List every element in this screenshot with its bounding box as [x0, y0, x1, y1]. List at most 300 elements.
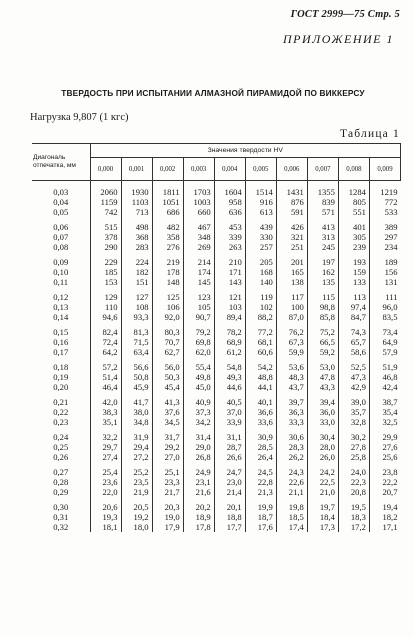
hardness-cell: 182: [121, 267, 152, 277]
hardness-cell: 98,8: [307, 302, 338, 312]
hardness-cell: 224: [121, 252, 152, 267]
table-row: [32, 477, 401, 487]
diagonal-cell: 0,29: [53, 487, 69, 497]
hardness-cell: 28,0: [307, 442, 338, 452]
column-header: 0,003: [183, 158, 214, 181]
table-row: [32, 267, 401, 277]
hardness-table: [32, 143, 401, 532]
hardness-cell: 25,8: [338, 452, 369, 462]
hardness-cell: 20,8: [338, 487, 369, 497]
hardness-cell: 87,0: [276, 312, 307, 322]
hardness-cell: 498: [121, 217, 152, 232]
hardness-cell: 18,7: [245, 512, 276, 522]
hardness-cell: 56,6: [121, 357, 152, 372]
hardness-cell: 348: [183, 232, 214, 242]
diagonal-cell: 0,18: [53, 362, 69, 372]
hardness-cell: 713: [121, 207, 152, 217]
table-row: [32, 512, 401, 522]
table-row: [32, 302, 401, 312]
hardness-cell: 57,2: [90, 357, 121, 372]
table-row: [32, 357, 401, 372]
hardness-cell: 591: [276, 207, 307, 217]
hardness-cell: 80,3: [152, 322, 183, 337]
hardness-cell: 18,5: [276, 512, 307, 522]
hardness-cell: 189: [369, 252, 400, 267]
hardness-cell: 18,4: [307, 512, 338, 522]
hardness-cell: 34,5: [152, 417, 183, 427]
diagonal-cell: 0,14: [53, 312, 69, 322]
diagonal-cell: 0,30: [53, 502, 69, 512]
hardness-cell: 368: [121, 232, 152, 242]
hardness-cell: 1703: [183, 181, 214, 198]
column-header: 0,005: [245, 158, 276, 181]
hardness-cell: 64,9: [369, 337, 400, 347]
hardness-cell: 37,6: [152, 407, 183, 417]
hardness-cell: 22,0: [90, 487, 121, 497]
hardness-cell: 686: [152, 207, 183, 217]
hardness-cell: 75,2: [307, 322, 338, 337]
hardness-cell: 24,0: [338, 462, 369, 477]
hardness-cell: 45,9: [121, 382, 152, 392]
hardness-cell: 121: [214, 287, 245, 302]
hardness-cell: 28,3: [276, 442, 307, 452]
table-row: [32, 277, 401, 287]
hardness-cell: 65,7: [338, 337, 369, 347]
hardness-cell: 171: [214, 267, 245, 277]
hardness-cell: 58,6: [338, 347, 369, 357]
hardness-cell: 33,6: [245, 417, 276, 427]
hardness-cell: 45,4: [152, 382, 183, 392]
hardness-cell: 97,4: [338, 302, 369, 312]
hardness-cell: 19,4: [369, 497, 400, 512]
hardness-cell: 19,8: [276, 497, 307, 512]
table-row: [32, 197, 401, 207]
hardness-cell: 876: [276, 197, 307, 207]
hardness-cell: 63,4: [121, 347, 152, 357]
hardness-cell: 1159: [90, 197, 121, 207]
table-row: [32, 347, 401, 357]
hardness-cell: 23,5: [121, 477, 152, 487]
hardness-cell: 1051: [152, 197, 183, 207]
hardness-cell: 17,3: [307, 522, 338, 532]
hardness-cell: 57,9: [369, 347, 400, 357]
table-row: [32, 252, 401, 267]
table-row: [32, 442, 401, 452]
hardness-cell: 17,9: [152, 522, 183, 532]
hardness-cell: 47,8: [307, 372, 338, 382]
hardness-cell: 18,0: [121, 522, 152, 532]
hardness-cell: 106: [152, 302, 183, 312]
hardness-cell: 78,2: [214, 322, 245, 337]
hardness-cell: 23,3: [152, 477, 183, 487]
hardness-cell: 839: [307, 197, 338, 207]
hardness-cell: 79,2: [183, 322, 214, 337]
hardness-cell: 30,6: [276, 427, 307, 442]
hardness-cell: 145: [183, 277, 214, 287]
diagonal-cell: 0,25: [53, 442, 69, 452]
hardness-cell: 22,8: [245, 477, 276, 487]
hardness-cell: 40,1: [245, 392, 276, 407]
hardness-cell: 102: [245, 302, 276, 312]
hardness-cell: 24,2: [307, 462, 338, 477]
hardness-cell: 117: [276, 287, 307, 302]
column-header: 0,004: [214, 158, 245, 181]
hardness-cell: 105: [183, 302, 214, 312]
hardness-cell: 143: [214, 277, 245, 287]
hardness-cell: 313: [307, 232, 338, 242]
hardness-cell: 89,4: [214, 312, 245, 322]
hardness-cell: 18,2: [369, 512, 400, 522]
hardness-cell: 453: [214, 217, 245, 232]
hardness-cell: 51,4: [90, 372, 121, 382]
hardness-cell: 119: [245, 287, 276, 302]
hardness-cell: 426: [276, 217, 307, 232]
hardness-cell: 1811: [152, 181, 183, 198]
diagonal-cell: 0,21: [53, 397, 69, 407]
diagonal-cell: 0,13: [53, 302, 69, 312]
hardness-cell: 23,6: [90, 477, 121, 487]
hardness-cell: 27,2: [121, 452, 152, 462]
hardness-values-header: Значения твердости HV: [90, 144, 401, 158]
hardness-cell: 27,4: [90, 452, 121, 462]
hardness-cell: 330: [245, 232, 276, 242]
hardness-cell: 67,3: [276, 337, 307, 347]
hardness-cell: 17,2: [338, 522, 369, 532]
hardness-cell: 26,6: [214, 452, 245, 462]
diagonal-cell: 0,04: [53, 197, 69, 207]
column-header: 0,007: [307, 158, 338, 181]
diagonal-cell: 0,06: [53, 222, 69, 232]
diagonal-cell: 0,10: [53, 267, 69, 277]
hardness-cell: 40,9: [183, 392, 214, 407]
hardness-cell: 44,6: [214, 382, 245, 392]
load-caption: Нагрузка 9,807 (1 кгс): [30, 112, 129, 123]
hardness-cell: 21,3: [245, 487, 276, 497]
hardness-cell: 62,7: [152, 347, 183, 357]
hardness-cell: 94,6: [90, 312, 121, 322]
hardness-cell: 162: [307, 267, 338, 277]
hardness-cell: 276: [152, 242, 183, 252]
hardness-cell: 38,3: [90, 407, 121, 417]
hardness-cell: 17,7: [214, 522, 245, 532]
hardness-cell: 39,7: [276, 392, 307, 407]
hardness-cell: 153: [90, 277, 121, 287]
hardness-cell: 25,2: [121, 462, 152, 477]
hardness-cell: 111: [369, 287, 400, 302]
hardness-cell: 21,9: [121, 487, 152, 497]
hardness-cell: 229: [90, 252, 121, 267]
table-label: Таблица 1: [340, 128, 400, 140]
hardness-cell: 290: [90, 242, 121, 252]
hardness-cell: 62,0: [183, 347, 214, 357]
hardness-cell: 138: [276, 277, 307, 287]
hardness-cell: 54,2: [245, 357, 276, 372]
hardness-cell: 47,3: [338, 372, 369, 382]
table-row: [32, 452, 401, 462]
hardness-cell: 23,8: [369, 462, 400, 477]
column-header: 0,000: [90, 158, 121, 181]
hardness-cell: 88,2: [245, 312, 276, 322]
hardness-cell: 43,7: [276, 382, 307, 392]
hardness-cell: 19,0: [152, 512, 183, 522]
table-row: [32, 487, 401, 497]
hardness-cell: 44,1: [245, 382, 276, 392]
hardness-cell: 148: [152, 277, 183, 287]
hardness-cell: 21,7: [152, 487, 183, 497]
page-title: ТВЕРДОСТЬ ПРИ ИСПЫТАНИИ АЛМАЗНОЙ ПИРАМИДОЙ ПО ВИККЕРСУ: [61, 88, 365, 98]
table-row: [32, 382, 401, 392]
hardness-cell: 20,5: [121, 497, 152, 512]
hardness-cell: 19,7: [307, 497, 338, 512]
hardness-cell: 72,4: [90, 337, 121, 347]
hardness-cell: 25,6: [369, 452, 400, 462]
hardness-cell: 413: [307, 217, 338, 232]
column-header: 0,006: [276, 158, 307, 181]
hardness-cell: 916: [245, 197, 276, 207]
hardness-cell: 17,8: [183, 522, 214, 532]
hardness-cell: 571: [307, 207, 338, 217]
hardness-cell: 49,8: [183, 372, 214, 382]
hardness-cell: 283: [121, 242, 152, 252]
hardness-cell: 26,4: [245, 452, 276, 462]
column-header: 0,008: [338, 158, 369, 181]
hardness-cell: 156: [369, 267, 400, 277]
hardness-cell: 613: [245, 207, 276, 217]
hardness-cell: 19,9: [245, 497, 276, 512]
hardness-cell: 401: [338, 217, 369, 232]
hardness-cell: 23,0: [214, 477, 245, 487]
hardness-cell: 83,5: [369, 312, 400, 322]
hardness-cell: 28,5: [245, 442, 276, 452]
diagonal-cell: 0,27: [53, 467, 69, 477]
hardness-cell: 358: [152, 232, 183, 242]
hardness-cell: 18,1: [90, 522, 121, 532]
hardness-cell: 17,6: [245, 522, 276, 532]
hardness-cell: 54,8: [214, 357, 245, 372]
column-header: 0,002: [152, 158, 183, 181]
hardness-cell: 77,2: [245, 322, 276, 337]
diagonal-header: [32, 144, 90, 181]
diagonal-cell: 0,11: [53, 277, 69, 287]
hardness-cell: 263: [214, 242, 245, 252]
hardness-cell: 636: [214, 207, 245, 217]
hardness-cell: 35,4: [369, 407, 400, 417]
hardness-cell: 123: [183, 287, 214, 302]
hardness-cell: 127: [121, 287, 152, 302]
hardness-cell: 193: [338, 252, 369, 267]
hardness-cell: 41,7: [121, 392, 152, 407]
hardness-cell: 19,5: [338, 497, 369, 512]
diagonal-cell: 0,23: [53, 417, 69, 427]
hardness-cell: 174: [183, 267, 214, 277]
table-row: [32, 462, 401, 477]
hardness-cell: 22,3: [338, 477, 369, 487]
hardness-cell: 113: [338, 287, 369, 302]
hardness-cell: 41,3: [152, 392, 183, 407]
hardness-cell: 339: [214, 232, 245, 242]
hardness-cell: 19,3: [90, 512, 121, 522]
diagonal-cell: 0,07: [53, 232, 69, 242]
hardness-cell: 159: [338, 267, 369, 277]
table-row: [32, 232, 401, 242]
hardness-cell: 42,9: [338, 382, 369, 392]
hardness-cell: 305: [338, 232, 369, 242]
hardness-cell: 201: [276, 252, 307, 267]
table-row: [32, 287, 401, 302]
hardness-cell: 24,5: [245, 462, 276, 477]
hardness-cell: 110: [90, 302, 121, 312]
hardness-cell: 297: [369, 232, 400, 242]
diagonal-cell: 0,24: [53, 432, 69, 442]
hardness-cell: 168: [245, 267, 276, 277]
hardness-cell: 31,7: [152, 427, 183, 442]
hardness-cell: 482: [152, 217, 183, 232]
hardness-cell: 1284: [338, 181, 369, 198]
hardness-cell: 234: [369, 242, 400, 252]
hardness-cell: 103: [214, 302, 245, 312]
hardness-cell: 70,7: [152, 337, 183, 347]
hardness-cell: 32,2: [90, 427, 121, 442]
table-row: [32, 497, 401, 512]
hardness-cell: 24,7: [214, 462, 245, 477]
hardness-cell: 1219: [369, 181, 400, 198]
hardness-cell: 140: [245, 277, 276, 287]
hardness-cell: 21,4: [214, 487, 245, 497]
hardness-cell: 239: [338, 242, 369, 252]
hardness-cell: 378: [90, 232, 121, 242]
hardness-cell: 533: [369, 207, 400, 217]
hardness-cell: 48,8: [245, 372, 276, 382]
hardness-cell: 69,8: [183, 337, 214, 347]
hardness-cell: 660: [183, 207, 214, 217]
hardness-cell: 90,7: [183, 312, 214, 322]
diagonal-cell: 0,03: [53, 187, 69, 197]
diagonal-header-line2: отпечатка, мм: [33, 162, 76, 169]
hardness-cell: 30,9: [245, 427, 276, 442]
hardness-cell: 29,2: [152, 442, 183, 452]
hardness-cell: 53,0: [307, 357, 338, 372]
hardness-cell: 25,4: [90, 462, 121, 477]
hardness-cell: 51,9: [369, 357, 400, 372]
diagonal-cell: 0,09: [53, 257, 69, 267]
hardness-cell: 1431: [276, 181, 307, 198]
hardness-cell: 39,4: [307, 392, 338, 407]
hardness-cell: 26,2: [276, 452, 307, 462]
hardness-cell: 133: [338, 277, 369, 287]
hardness-cell: 22,6: [276, 477, 307, 487]
table-row: [32, 181, 401, 198]
hardness-cell: 71,5: [121, 337, 152, 347]
hardness-cell: 24,3: [276, 462, 307, 477]
hardness-cell: 74,3: [338, 322, 369, 337]
table-row: [32, 522, 401, 532]
hardness-cell: 20,6: [90, 497, 121, 512]
hardness-cell: 64,2: [90, 347, 121, 357]
diagonal-header-line1: Диагональ: [33, 154, 66, 161]
hardness-cell: 165: [276, 267, 307, 277]
table-row: [32, 217, 401, 232]
hardness-cell: 33,3: [276, 417, 307, 427]
hardness-cell: 251: [276, 242, 307, 252]
hardness-cell: 1103: [121, 197, 152, 207]
hardness-cell: 21,1: [276, 487, 307, 497]
hardness-cell: 439: [245, 217, 276, 232]
hardness-cell: 742: [90, 207, 121, 217]
hardness-cell: 389: [369, 217, 400, 232]
hardness-cell: 135: [307, 277, 338, 287]
hardness-cell: 210: [214, 252, 245, 267]
hardness-cell: 28,7: [214, 442, 245, 452]
appendix-title: ПРИЛОЖЕНИЕ 1: [283, 32, 394, 46]
hardness-cell: 82,4: [90, 322, 121, 337]
column-header: 0,001: [121, 158, 152, 181]
hardness-cell: 42,4: [369, 382, 400, 392]
hardness-cell: 35,7: [338, 407, 369, 417]
hardness-cell: 59,2: [307, 347, 338, 357]
hardness-cell: 35,1: [90, 417, 121, 427]
hardness-cell: 93,3: [121, 312, 152, 322]
diagonal-cell: 0,17: [53, 347, 69, 357]
hardness-cell: 467: [183, 217, 214, 232]
hardness-cell: 34,2: [183, 417, 214, 427]
table-row: [32, 242, 401, 252]
hardness-cell: 115: [307, 287, 338, 302]
table-row: [32, 407, 401, 417]
hardness-cell: 1514: [245, 181, 276, 198]
hardness-cell: 205: [245, 252, 276, 267]
hardness-cell: 1003: [183, 197, 214, 207]
table-row: [32, 322, 401, 337]
hardness-cell: 17,4: [276, 522, 307, 532]
hardness-cell: 46,4: [90, 382, 121, 392]
diagonal-cell: 0,16: [53, 337, 69, 347]
table-row: [32, 427, 401, 442]
hardness-cell: 958: [214, 197, 245, 207]
hardness-cell: 49,3: [214, 372, 245, 382]
hardness-cell: 26,0: [307, 452, 338, 462]
diagonal-cell: 0,19: [53, 372, 69, 382]
hardness-cell: 29,9: [369, 427, 400, 442]
hardness-cell: 81,3: [121, 322, 152, 337]
hardness-cell: 85,8: [307, 312, 338, 322]
hardness-cell: 52,5: [338, 357, 369, 372]
hardness-cell: 68,1: [245, 337, 276, 347]
hardness-cell: 27,8: [338, 442, 369, 452]
hardness-cell: 50,8: [121, 372, 152, 382]
hardness-cell: 27,6: [369, 442, 400, 452]
page-header: ГОСТ 2999—75 Стр. 5: [290, 9, 400, 20]
hardness-cell: 197: [307, 252, 338, 267]
table-row: [32, 337, 401, 347]
hardness-cell: 43,3: [307, 382, 338, 392]
hardness-cell: 37,0: [214, 407, 245, 417]
hardness-cell: 245: [307, 242, 338, 252]
hardness-cell: 108: [121, 302, 152, 312]
hardness-cell: 36,6: [245, 407, 276, 417]
hardness-cell: 48,3: [276, 372, 307, 382]
diagonal-cell: 0,05: [53, 207, 69, 217]
diagonal-cell: 0,22: [53, 407, 69, 417]
hardness-cell: 66,5: [307, 337, 338, 347]
hardness-cell: 31,1: [214, 427, 245, 442]
diagonal-cell: 0,08: [53, 242, 69, 252]
hardness-cell: 53,6: [276, 357, 307, 372]
hardness-cell: 23,1: [183, 477, 214, 487]
hardness-cell: 55,4: [183, 357, 214, 372]
table-row: [32, 392, 401, 407]
hardness-cell: 805: [338, 197, 369, 207]
hardness-cell: 61,2: [214, 347, 245, 357]
